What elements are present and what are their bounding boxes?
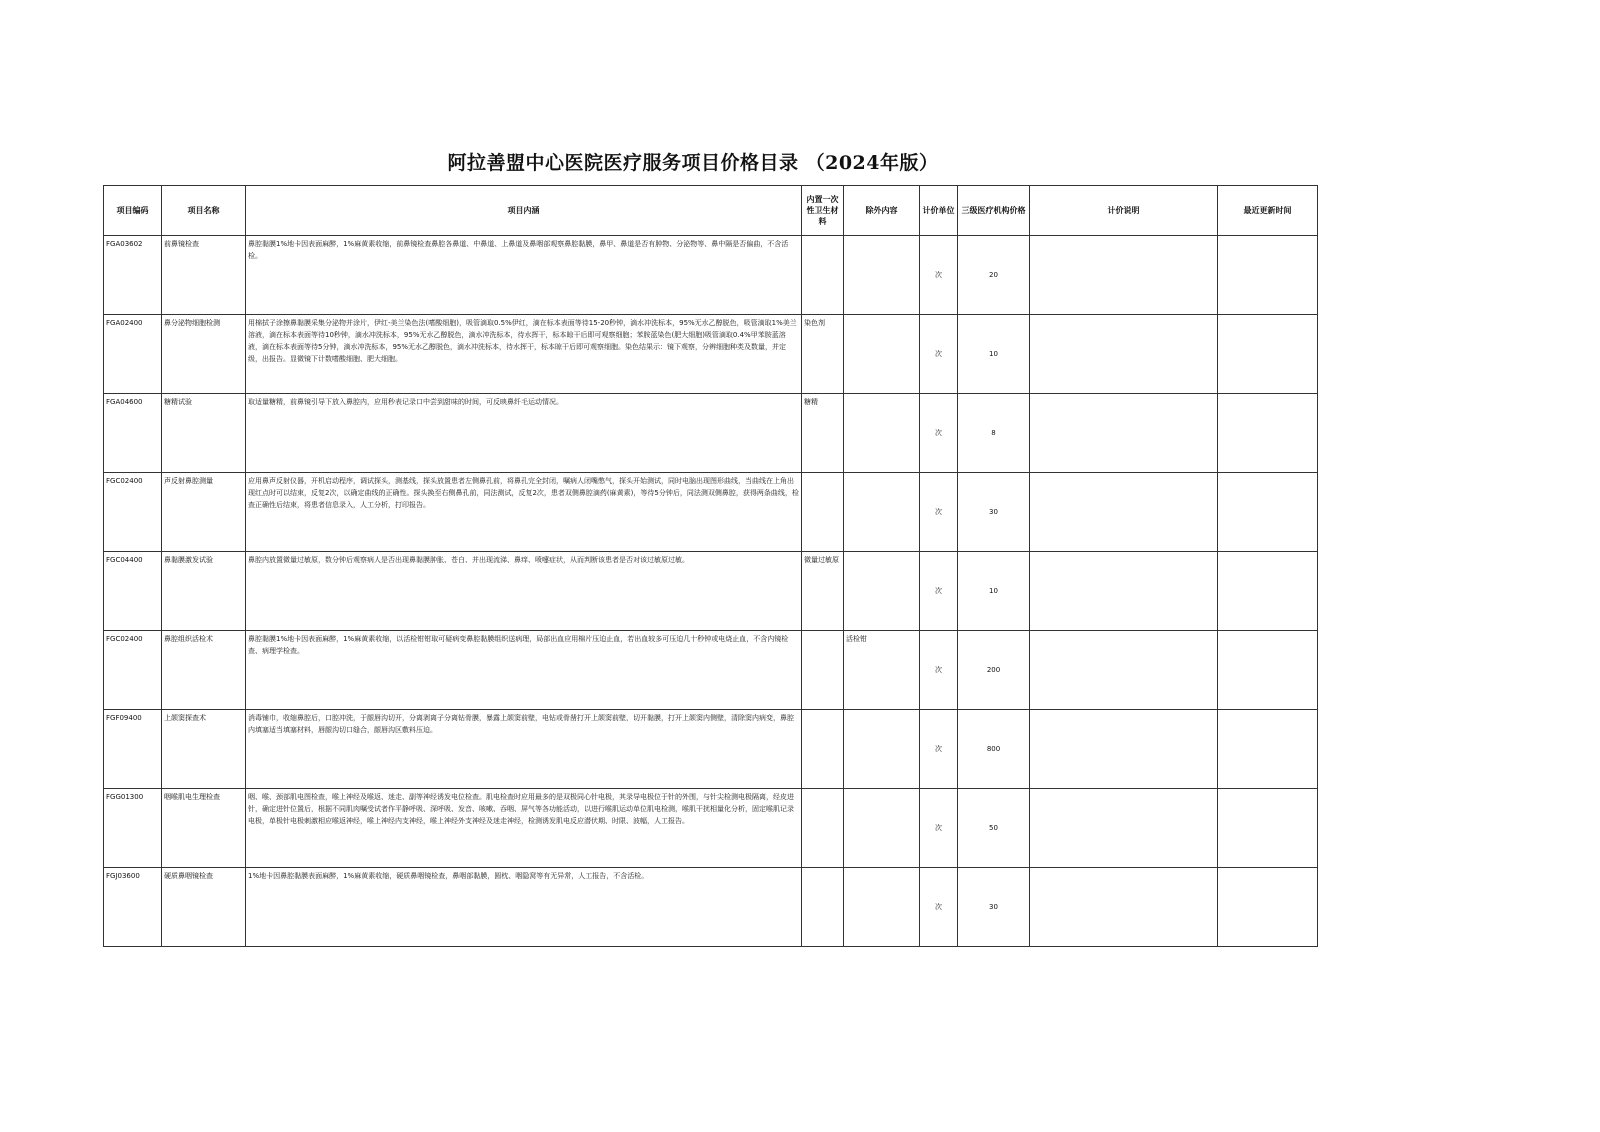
cell-code: FGC02400 <box>104 473 162 552</box>
table-row <box>104 789 1318 868</box>
cell-price: 50 <box>958 789 1030 868</box>
table-row <box>104 868 1318 947</box>
header-material: 内置一次性卫生材料 <box>802 186 844 236</box>
cell-excluded <box>844 552 920 631</box>
cell-content: 1%地卡因鼻腔黏膜表面麻醉，1%麻黄素收缩，硬质鼻咽镜检查，鼻咽部黏膜，圆枕、咽隐窝等有无异常，人工报告，不含活检。 <box>246 868 802 947</box>
cell-updated <box>1218 631 1318 710</box>
cell-updated <box>1218 236 1318 315</box>
cell-code: FGA04600 <box>104 394 162 473</box>
cell-unit: 次 <box>920 631 958 710</box>
table-row <box>104 315 1318 394</box>
cell-unit: 次 <box>920 710 958 789</box>
cell-price: 10 <box>958 552 1030 631</box>
cell-note <box>1030 394 1218 473</box>
cell-price: 8 <box>958 394 1030 473</box>
cell-price: 200 <box>958 631 1030 710</box>
cell-material <box>802 473 844 552</box>
cell-material: 糖精 <box>802 394 844 473</box>
cell-note <box>1030 710 1218 789</box>
header-content: 项目内涵 <box>246 186 802 236</box>
cell-material: 微量过敏原 <box>802 552 844 631</box>
cell-content: 鼻腔黏膜1%地卡因表面麻醉，1%麻黄素收缩，前鼻镜检查鼻腔各鼻道、中鼻道、上鼻道及鼻咽部观察鼻腔黏膜，鼻甲、鼻道是否有肿物、分泌物等、鼻中隔是否偏曲，不含活检。 <box>246 236 802 315</box>
cell-name: 上颌窦探查术 <box>162 710 246 789</box>
price-table <box>103 185 1318 947</box>
table-row <box>104 236 1318 315</box>
cell-code: FGC04400 <box>104 552 162 631</box>
cell-unit: 次 <box>920 868 958 947</box>
cell-updated <box>1218 394 1318 473</box>
cell-price: 30 <box>958 473 1030 552</box>
cell-updated <box>1218 789 1318 868</box>
cell-content: 鼻腔内放置微量过敏原，数分钟后观察病人是否出现鼻黏膜肿胀、苍白、并出现流涕、鼻痒、喷嚏症状，从而判断该患者是否对该过敏原过敏。 <box>246 552 802 631</box>
header-unit: 计价单位 <box>920 186 958 236</box>
cell-code: FGC02400 <box>104 631 162 710</box>
cell-code: FGG01300 <box>104 789 162 868</box>
cell-unit: 次 <box>920 236 958 315</box>
cell-updated <box>1218 552 1318 631</box>
cell-material <box>802 868 844 947</box>
cell-updated <box>1218 710 1318 789</box>
header-excluded: 除外内容 <box>844 186 920 236</box>
cell-note <box>1030 789 1218 868</box>
table-row <box>104 473 1318 552</box>
cell-material: 染色剂 <box>802 315 844 394</box>
page-title: 阿拉善盟中心医院医疗服务项目价格目录 （2024年版） <box>447 152 939 174</box>
cell-content: 鼻腔黏膜1%地卡因表面麻醉，1%麻黄素收缩，以活检钳钳取可疑病变鼻腔黏膜组织送病理，局部出血应用棉片压迫止血，若出血较多可压迫几十秒钟或电烧止血，不含内镜检查、病理学检查。 <box>246 631 802 710</box>
cell-name: 鼻黏膜激发试验 <box>162 552 246 631</box>
cell-excluded <box>844 473 920 552</box>
cell-excluded: 活检钳 <box>844 631 920 710</box>
cell-excluded <box>844 394 920 473</box>
cell-note <box>1030 315 1218 394</box>
cell-content: 消毒铺巾，收缩鼻腔后，口腔冲洗，于龈唇沟切开，分离剥离子分离钻骨膜，暴露上颌窦前壁，电钻或骨凿打开上颌窦前壁，切开黏膜，打开上颌窦内侧壁，清除窦内病变，鼻腔内填塞适当填塞材料，唇龈沟切口缝合，龈唇沟区敷料压迫。 <box>246 710 802 789</box>
cell-unit: 次 <box>920 394 958 473</box>
cell-note <box>1030 552 1218 631</box>
cell-excluded <box>844 315 920 394</box>
cell-unit: 次 <box>920 552 958 631</box>
cell-material <box>802 789 844 868</box>
cell-excluded <box>844 868 920 947</box>
cell-code: FGA03602 <box>104 236 162 315</box>
cell-content: 用棉拭子涂擦鼻黏膜采集分泌物并涂片，伊红-美兰染色法(嗜酸细胞)，吸管滴取0.5%伊红，滴在标本表面等待15-20秒钟，滴水冲洗标本，95%无水乙醇脱色，吸管滴取1%美兰溶液，滴在标本表面等待10秒钟，滴水冲洗标本，95%无水乙醇脱色，滴水冲洗标本，待水挥干，标本晾干后即可观察细胞；苯胺蓝染色(肥大细胞)吸管滴取0.4%甲苯胺蓝溶液，滴在标本表面等待5分钟，滴水冲洗标本，95%无水乙醇脱色，滴水冲洗标本，待水挥干，标本晾干后即可观察细胞。染色结果示：镜下观察，分辨细胞种类及数量，并定级，出报告。显微镜下计数嗜酸细胞、肥大细胞。 <box>246 315 802 394</box>
cell-content: 咽、喉、颈部肌电图检查，喉上神经及喉返、迷走、副等神经诱发电位检查。肌电检查时应用最多的是双极同心针电极，其录导电极位于针的外围，与针尖检测电极隔离，经皮进针，确定进针位置后，根据不同肌肉嘱受试者作平静呼吸、深呼吸、发音、咳嗽、吞咽、屏气等各功能活动，以进行喉肌运动单位肌电检测，喉肌干扰相量化分析，固定喉肌记录电极，单极针电极刺激相应喉返神经，喉上神经内支神经，喉上神经外支神经及迷走神经，检测诱发肌电反应潜伏期、时限、波幅，人工报告。 <box>246 789 802 868</box>
cell-price: 10 <box>958 315 1030 394</box>
cell-updated <box>1218 868 1318 947</box>
cell-material <box>802 631 844 710</box>
cell-excluded <box>844 236 920 315</box>
cell-code: FGF09400 <box>104 710 162 789</box>
cell-price: 30 <box>958 868 1030 947</box>
table-row <box>104 394 1318 473</box>
cell-code: FGJ03600 <box>104 868 162 947</box>
cell-name: 咽喉肌电生理检查 <box>162 789 246 868</box>
cell-note <box>1030 868 1218 947</box>
cell-content: 应用鼻声反射仪器，开机启动程序，调试探头，测基线，探头放置患者左侧鼻孔前，将鼻孔完全封闭，嘱病人闭嘴憋气，探头开始测试，同时电脑出现图形曲线，当曲线在上角出现红点时可以结束，反复2次，以确定曲线的正确性。探头换至右侧鼻孔前，同法测试，反复2次，患者双侧鼻腔滴药(麻黄素)，等待5分钟后，同法测双侧鼻腔，获得两条曲线，检查正确性后结束，将患者信息录入，人工分析，打印报告。 <box>246 473 802 552</box>
cell-code: FGA02400 <box>104 315 162 394</box>
cell-price: 20 <box>958 236 1030 315</box>
cell-price: 800 <box>958 710 1030 789</box>
cell-name: 鼻腔组织活检术 <box>162 631 246 710</box>
cell-name: 前鼻镜检查 <box>162 236 246 315</box>
cell-material <box>802 236 844 315</box>
header-updated: 最近更新时间 <box>1218 186 1318 236</box>
cell-material <box>802 710 844 789</box>
cell-name: 硬质鼻咽镜检查 <box>162 868 246 947</box>
header-note: 计价说明 <box>1030 186 1218 236</box>
cell-unit: 次 <box>920 789 958 868</box>
cell-updated <box>1218 315 1318 394</box>
header-price: 三级医疗机构价格 <box>958 186 1030 236</box>
cell-note <box>1030 631 1218 710</box>
cell-unit: 次 <box>920 315 958 394</box>
cell-content: 取适量糖精，前鼻镜引导下放入鼻腔内，应用秒表记录口中尝到甜味的时间，可反映鼻纤毛运动情况。 <box>246 394 802 473</box>
header-code: 项目编码 <box>104 186 162 236</box>
cell-name: 声反射鼻腔测量 <box>162 473 246 552</box>
cell-updated <box>1218 473 1318 552</box>
table-header-row <box>104 186 1318 236</box>
cell-unit: 次 <box>920 473 958 552</box>
cell-note <box>1030 236 1218 315</box>
header-name: 项目名称 <box>162 186 246 236</box>
cell-note <box>1030 473 1218 552</box>
table-row <box>104 631 1318 710</box>
cell-excluded <box>844 710 920 789</box>
cell-name: 鼻分泌物细胞检测 <box>162 315 246 394</box>
table-row <box>104 710 1318 789</box>
table-row <box>104 552 1318 631</box>
cell-name: 糖精试验 <box>162 394 246 473</box>
cell-excluded <box>844 789 920 868</box>
